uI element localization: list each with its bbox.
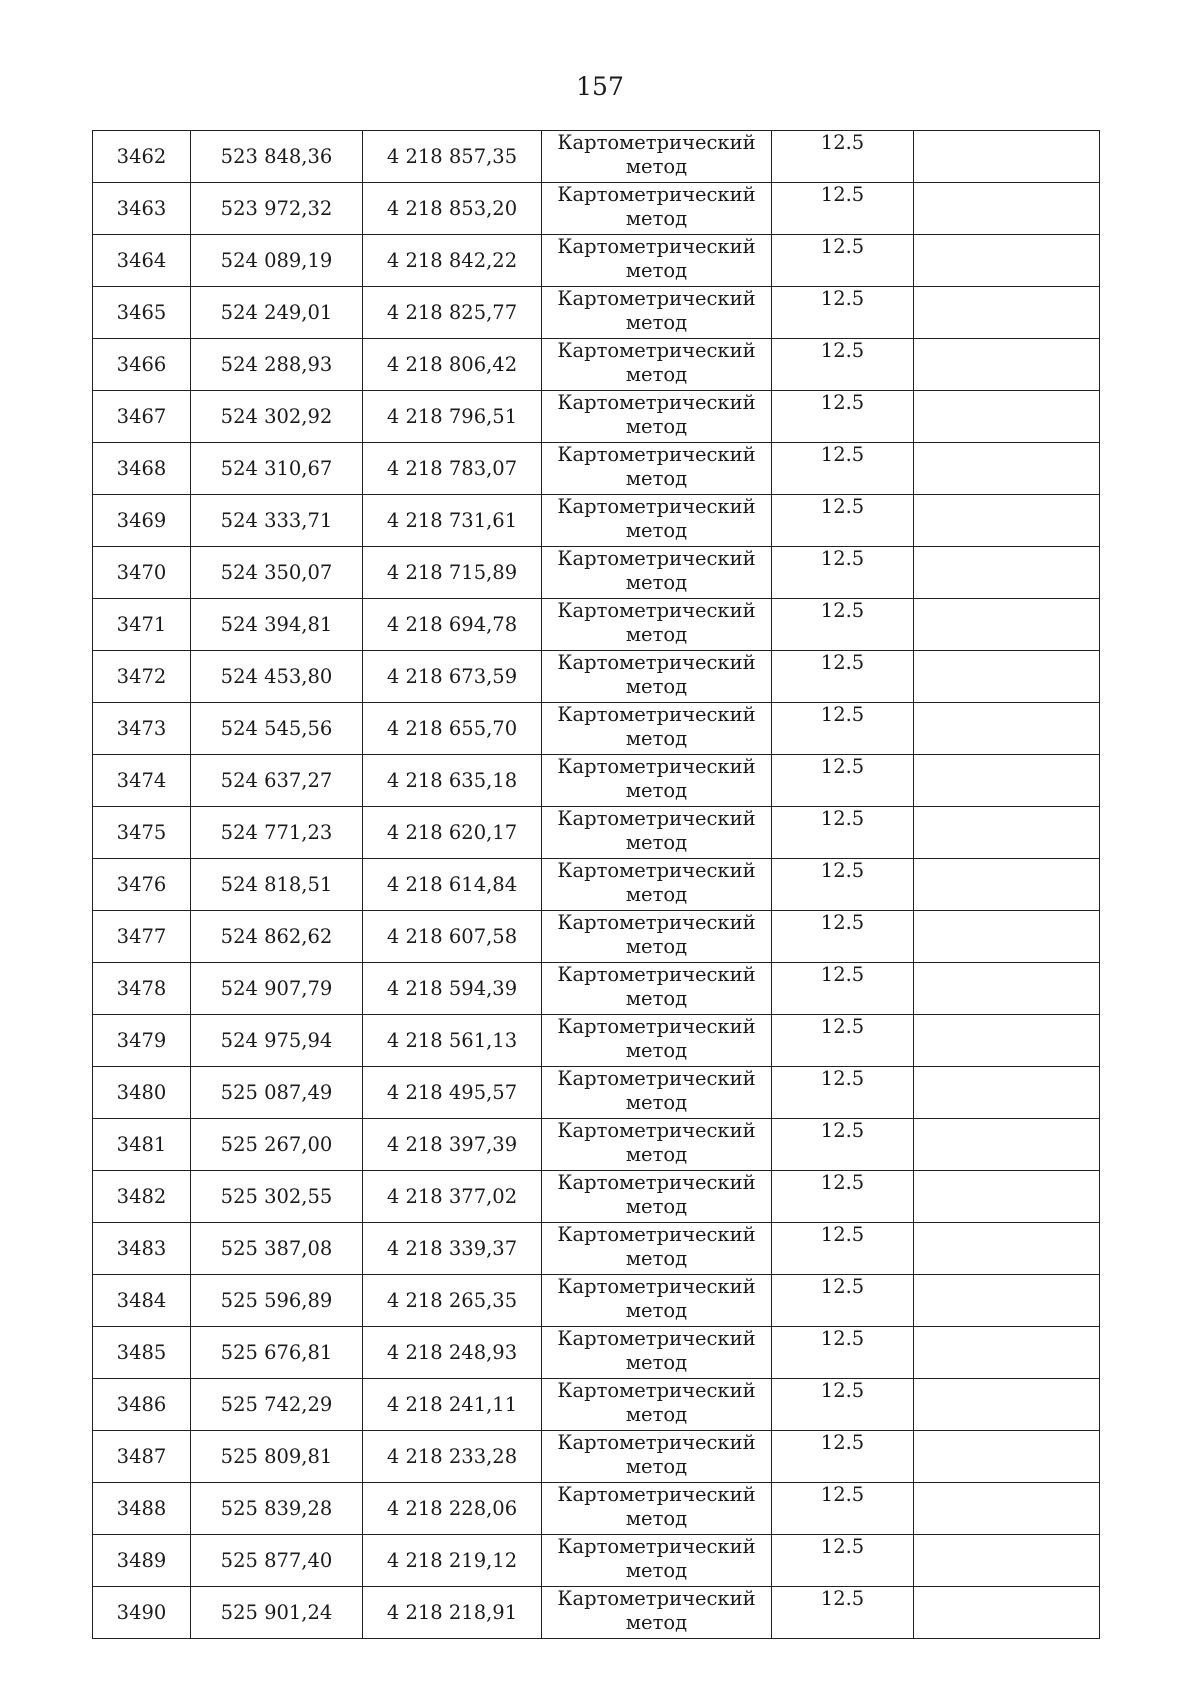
accuracy-cell: 12.5 bbox=[772, 1171, 914, 1223]
method-cell bbox=[542, 807, 772, 859]
method-line-2: метод bbox=[625, 831, 688, 854]
method-line-1: Картометрический bbox=[557, 1015, 756, 1038]
accuracy-cell: 12.5 bbox=[772, 703, 914, 755]
method-line-2: метод bbox=[625, 1403, 688, 1426]
accuracy-cell: 12.5 bbox=[772, 1275, 914, 1327]
table-row bbox=[93, 1483, 1100, 1535]
y-coordinate-cell: 4 218 265,35 bbox=[363, 1275, 542, 1327]
point-number-cell: 3464 bbox=[93, 235, 191, 287]
y-coordinate-cell: 4 218 796,51 bbox=[363, 391, 542, 443]
note-cell bbox=[914, 1223, 1100, 1275]
note-cell bbox=[914, 1067, 1100, 1119]
y-coordinate-cell: 4 218 339,37 bbox=[363, 1223, 542, 1275]
table-row bbox=[93, 859, 1100, 911]
point-number-cell: 3479 bbox=[93, 1015, 191, 1067]
point-number-cell: 3469 bbox=[93, 495, 191, 547]
method-line-2: метод bbox=[625, 415, 688, 438]
method-line-1: Картометрический bbox=[557, 1067, 756, 1090]
accuracy-cell: 12.5 bbox=[772, 651, 914, 703]
accuracy-cell: 12.5 bbox=[772, 599, 914, 651]
y-coordinate-cell: 4 218 783,07 bbox=[363, 443, 542, 495]
point-number-cell: 3477 bbox=[93, 911, 191, 963]
method-cell bbox=[542, 963, 772, 1015]
method-cell bbox=[542, 1535, 772, 1587]
accuracy-cell: 12.5 bbox=[772, 1067, 914, 1119]
method-cell bbox=[542, 1171, 772, 1223]
point-number-cell: 3476 bbox=[93, 859, 191, 911]
x-coordinate-cell: 524 333,71 bbox=[191, 495, 363, 547]
x-coordinate-cell: 524 310,67 bbox=[191, 443, 363, 495]
note-cell bbox=[914, 131, 1100, 183]
point-number-cell: 3489 bbox=[93, 1535, 191, 1587]
method-line-2: метод bbox=[625, 1195, 688, 1218]
accuracy-cell: 12.5 bbox=[772, 1327, 914, 1379]
x-coordinate-cell: 525 387,08 bbox=[191, 1223, 363, 1275]
y-coordinate-cell: 4 218 241,11 bbox=[363, 1379, 542, 1431]
method-line-2: метод bbox=[625, 1299, 688, 1322]
method-cell bbox=[542, 911, 772, 963]
method-line-1: Картометрический bbox=[557, 495, 756, 518]
method-line-2: метод bbox=[625, 1247, 688, 1270]
point-number-cell: 3483 bbox=[93, 1223, 191, 1275]
method-cell bbox=[542, 1379, 772, 1431]
method-line-1: Картометрический bbox=[557, 755, 756, 778]
x-coordinate-cell: 525 809,81 bbox=[191, 1431, 363, 1483]
method-line-1: Картометрический bbox=[557, 963, 756, 986]
method-cell bbox=[542, 235, 772, 287]
method-cell bbox=[542, 755, 772, 807]
y-coordinate-cell: 4 218 857,35 bbox=[363, 131, 542, 183]
accuracy-cell: 12.5 bbox=[772, 495, 914, 547]
note-cell bbox=[914, 443, 1100, 495]
note-cell bbox=[914, 859, 1100, 911]
method-line-1: Картометрический bbox=[557, 183, 756, 206]
x-coordinate-cell: 523 848,36 bbox=[191, 131, 363, 183]
accuracy-cell: 12.5 bbox=[772, 1431, 914, 1483]
method-cell bbox=[542, 859, 772, 911]
method-line-2: метод bbox=[625, 675, 688, 698]
point-number-cell: 3472 bbox=[93, 651, 191, 703]
accuracy-cell: 12.5 bbox=[772, 235, 914, 287]
x-coordinate-cell: 525 901,24 bbox=[191, 1587, 363, 1639]
point-number-cell: 3488 bbox=[93, 1483, 191, 1535]
method-cell bbox=[542, 391, 772, 443]
method-line-2: метод bbox=[625, 779, 688, 802]
method-line-2: метод bbox=[625, 883, 688, 906]
accuracy-cell: 12.5 bbox=[772, 963, 914, 1015]
table-row bbox=[93, 755, 1100, 807]
table-row bbox=[93, 183, 1100, 235]
point-number-cell: 3486 bbox=[93, 1379, 191, 1431]
method-line-1: Картометрический bbox=[557, 1275, 756, 1298]
method-cell bbox=[542, 1015, 772, 1067]
method-cell bbox=[542, 651, 772, 703]
point-number-cell: 3463 bbox=[93, 183, 191, 235]
method-line-1: Картометрический bbox=[557, 1587, 756, 1610]
y-coordinate-cell: 4 218 228,06 bbox=[363, 1483, 542, 1535]
note-cell bbox=[914, 391, 1100, 443]
note-cell bbox=[914, 183, 1100, 235]
table-row bbox=[93, 443, 1100, 495]
method-line-1: Картометрический bbox=[557, 1223, 756, 1246]
accuracy-cell: 12.5 bbox=[772, 287, 914, 339]
method-line-2: метод bbox=[625, 1039, 688, 1062]
method-cell bbox=[542, 1119, 772, 1171]
accuracy-cell: 12.5 bbox=[772, 339, 914, 391]
table-row bbox=[93, 1431, 1100, 1483]
note-cell bbox=[914, 1431, 1100, 1483]
point-number-cell: 3473 bbox=[93, 703, 191, 755]
accuracy-cell: 12.5 bbox=[772, 1223, 914, 1275]
method-line-1: Картометрический bbox=[557, 1171, 756, 1194]
y-coordinate-cell: 4 218 495,57 bbox=[363, 1067, 542, 1119]
method-cell bbox=[542, 1431, 772, 1483]
table-row bbox=[93, 131, 1100, 183]
note-cell bbox=[914, 963, 1100, 1015]
y-coordinate-cell: 4 218 614,84 bbox=[363, 859, 542, 911]
method-line-2: метод bbox=[625, 519, 688, 542]
note-cell bbox=[914, 495, 1100, 547]
table-row bbox=[93, 1327, 1100, 1379]
note-cell bbox=[914, 339, 1100, 391]
point-number-cell: 3487 bbox=[93, 1431, 191, 1483]
note-cell bbox=[914, 1483, 1100, 1535]
method-cell bbox=[542, 1275, 772, 1327]
method-line-2: метод bbox=[625, 623, 688, 646]
x-coordinate-cell: 525 877,40 bbox=[191, 1535, 363, 1587]
point-number-cell: 3466 bbox=[93, 339, 191, 391]
x-coordinate-cell: 524 288,93 bbox=[191, 339, 363, 391]
table-row bbox=[93, 391, 1100, 443]
note-cell bbox=[914, 1587, 1100, 1639]
point-number-cell: 3471 bbox=[93, 599, 191, 651]
accuracy-cell: 12.5 bbox=[772, 1587, 914, 1639]
table-row bbox=[93, 547, 1100, 599]
method-line-2: метод bbox=[625, 259, 688, 282]
note-cell bbox=[914, 755, 1100, 807]
method-line-1: Картометрический bbox=[557, 131, 756, 154]
accuracy-cell: 12.5 bbox=[772, 391, 914, 443]
method-cell bbox=[542, 1483, 772, 1535]
method-cell bbox=[542, 1327, 772, 1379]
method-cell bbox=[542, 287, 772, 339]
coordinates-table-body bbox=[93, 131, 1100, 1639]
y-coordinate-cell: 4 218 397,39 bbox=[363, 1119, 542, 1171]
method-line-1: Картометрический bbox=[557, 547, 756, 570]
y-coordinate-cell: 4 218 233,28 bbox=[363, 1431, 542, 1483]
x-coordinate-cell: 524 637,27 bbox=[191, 755, 363, 807]
x-coordinate-cell: 525 596,89 bbox=[191, 1275, 363, 1327]
x-coordinate-cell: 524 975,94 bbox=[191, 1015, 363, 1067]
x-coordinate-cell: 524 249,01 bbox=[191, 287, 363, 339]
accuracy-cell: 12.5 bbox=[772, 859, 914, 911]
method-cell bbox=[542, 547, 772, 599]
method-line-1: Картометрический bbox=[557, 339, 756, 362]
method-line-1: Картометрический bbox=[557, 859, 756, 882]
method-line-1: Картометрический bbox=[557, 443, 756, 466]
x-coordinate-cell: 525 267,00 bbox=[191, 1119, 363, 1171]
method-line-1: Картометрический bbox=[557, 391, 756, 414]
point-number-cell: 3481 bbox=[93, 1119, 191, 1171]
y-coordinate-cell: 4 218 561,13 bbox=[363, 1015, 542, 1067]
y-coordinate-cell: 4 218 248,93 bbox=[363, 1327, 542, 1379]
y-coordinate-cell: 4 218 825,77 bbox=[363, 287, 542, 339]
point-number-cell: 3484 bbox=[93, 1275, 191, 1327]
y-coordinate-cell: 4 218 607,58 bbox=[363, 911, 542, 963]
point-number-cell: 3482 bbox=[93, 1171, 191, 1223]
y-coordinate-cell: 4 218 594,39 bbox=[363, 963, 542, 1015]
table-row bbox=[93, 1171, 1100, 1223]
y-coordinate-cell: 4 218 377,02 bbox=[363, 1171, 542, 1223]
method-line-2: метод bbox=[625, 727, 688, 750]
y-coordinate-cell: 4 218 673,59 bbox=[363, 651, 542, 703]
method-line-2: метод bbox=[625, 571, 688, 594]
accuracy-cell: 12.5 bbox=[772, 1379, 914, 1431]
point-number-cell: 3470 bbox=[93, 547, 191, 599]
x-coordinate-cell: 524 302,92 bbox=[191, 391, 363, 443]
method-line-1: Картометрический bbox=[557, 911, 756, 934]
y-coordinate-cell: 4 218 853,20 bbox=[363, 183, 542, 235]
method-line-2: метод bbox=[625, 987, 688, 1010]
table-row bbox=[93, 1587, 1100, 1639]
y-coordinate-cell: 4 218 806,42 bbox=[363, 339, 542, 391]
table-row bbox=[93, 1015, 1100, 1067]
point-number-cell: 3462 bbox=[93, 131, 191, 183]
accuracy-cell: 12.5 bbox=[772, 547, 914, 599]
note-cell bbox=[914, 1535, 1100, 1587]
method-line-2: метод bbox=[625, 1143, 688, 1166]
x-coordinate-cell: 523 972,32 bbox=[191, 183, 363, 235]
method-line-1: Картометрический bbox=[557, 1379, 756, 1402]
point-number-cell: 3478 bbox=[93, 963, 191, 1015]
y-coordinate-cell: 4 218 694,78 bbox=[363, 599, 542, 651]
method-cell bbox=[542, 1587, 772, 1639]
page-number: 157 bbox=[576, 72, 624, 101]
method-line-2: метод bbox=[625, 363, 688, 386]
note-cell bbox=[914, 287, 1100, 339]
y-coordinate-cell: 4 218 219,12 bbox=[363, 1535, 542, 1587]
x-coordinate-cell: 524 771,23 bbox=[191, 807, 363, 859]
x-coordinate-cell: 525 087,49 bbox=[191, 1067, 363, 1119]
note-cell bbox=[914, 1275, 1100, 1327]
method-cell bbox=[542, 1067, 772, 1119]
table-row bbox=[93, 807, 1100, 859]
method-cell bbox=[542, 443, 772, 495]
x-coordinate-cell: 524 350,07 bbox=[191, 547, 363, 599]
x-coordinate-cell: 525 302,55 bbox=[191, 1171, 363, 1223]
method-line-2: метод bbox=[625, 311, 688, 334]
table-row bbox=[93, 287, 1100, 339]
y-coordinate-cell: 4 218 620,17 bbox=[363, 807, 542, 859]
note-cell bbox=[914, 911, 1100, 963]
method-line-2: метод bbox=[625, 1091, 688, 1114]
table-row bbox=[93, 495, 1100, 547]
accuracy-cell: 12.5 bbox=[772, 183, 914, 235]
point-number-cell: 3490 bbox=[93, 1587, 191, 1639]
note-cell bbox=[914, 1119, 1100, 1171]
y-coordinate-cell: 4 218 731,61 bbox=[363, 495, 542, 547]
accuracy-cell: 12.5 bbox=[772, 911, 914, 963]
method-cell bbox=[542, 339, 772, 391]
table-row bbox=[93, 599, 1100, 651]
method-line-2: метод bbox=[625, 1351, 688, 1374]
x-coordinate-cell: 524 089,19 bbox=[191, 235, 363, 287]
accuracy-cell: 12.5 bbox=[772, 1015, 914, 1067]
method-line-2: метод bbox=[625, 1611, 688, 1634]
accuracy-cell: 12.5 bbox=[772, 755, 914, 807]
table-row bbox=[93, 1067, 1100, 1119]
note-cell bbox=[914, 807, 1100, 859]
table-row bbox=[93, 911, 1100, 963]
method-line-1: Картометрический bbox=[557, 287, 756, 310]
x-coordinate-cell: 524 394,81 bbox=[191, 599, 363, 651]
x-coordinate-cell: 524 862,62 bbox=[191, 911, 363, 963]
point-number-cell: 3468 bbox=[93, 443, 191, 495]
method-cell bbox=[542, 599, 772, 651]
accuracy-cell: 12.5 bbox=[772, 1535, 914, 1587]
x-coordinate-cell: 525 676,81 bbox=[191, 1327, 363, 1379]
table-row bbox=[93, 651, 1100, 703]
note-cell bbox=[914, 235, 1100, 287]
x-coordinate-cell: 525 742,29 bbox=[191, 1379, 363, 1431]
table-row bbox=[93, 339, 1100, 391]
x-coordinate-cell: 524 453,80 bbox=[191, 651, 363, 703]
note-cell bbox=[914, 547, 1100, 599]
method-cell bbox=[542, 495, 772, 547]
table-row bbox=[93, 1223, 1100, 1275]
method-line-2: метод bbox=[625, 1455, 688, 1478]
method-line-2: метод bbox=[625, 1559, 688, 1582]
method-line-1: Картометрический bbox=[557, 235, 756, 258]
y-coordinate-cell: 4 218 218,91 bbox=[363, 1587, 542, 1639]
note-cell bbox=[914, 703, 1100, 755]
method-line-2: метод bbox=[625, 467, 688, 490]
method-line-2: метод bbox=[625, 155, 688, 178]
note-cell bbox=[914, 599, 1100, 651]
x-coordinate-cell: 524 907,79 bbox=[191, 963, 363, 1015]
method-line-1: Картометрический bbox=[557, 651, 756, 674]
table-row bbox=[93, 235, 1100, 287]
table-row bbox=[93, 1119, 1100, 1171]
table-row bbox=[93, 1275, 1100, 1327]
method-cell bbox=[542, 1223, 772, 1275]
method-cell bbox=[542, 131, 772, 183]
note-cell bbox=[914, 1015, 1100, 1067]
point-number-cell: 3480 bbox=[93, 1067, 191, 1119]
accuracy-cell: 12.5 bbox=[772, 807, 914, 859]
method-line-1: Картометрический bbox=[557, 599, 756, 622]
accuracy-cell: 12.5 bbox=[772, 1119, 914, 1171]
note-cell bbox=[914, 1171, 1100, 1223]
method-line-1: Картометрический bbox=[557, 1483, 756, 1506]
y-coordinate-cell: 4 218 715,89 bbox=[363, 547, 542, 599]
note-cell bbox=[914, 1379, 1100, 1431]
method-line-1: Картометрический bbox=[557, 807, 756, 830]
point-number-cell: 3465 bbox=[93, 287, 191, 339]
table-row bbox=[93, 963, 1100, 1015]
method-line-1: Картометрический bbox=[557, 1535, 756, 1558]
accuracy-cell: 12.5 bbox=[772, 443, 914, 495]
table-row bbox=[93, 1535, 1100, 1587]
accuracy-cell: 12.5 bbox=[772, 1483, 914, 1535]
x-coordinate-cell: 524 545,56 bbox=[191, 703, 363, 755]
method-cell bbox=[542, 183, 772, 235]
method-line-2: метод bbox=[625, 1507, 688, 1530]
method-line-1: Картометрический bbox=[557, 1119, 756, 1142]
point-number-cell: 3467 bbox=[93, 391, 191, 443]
method-line-2: метод bbox=[625, 207, 688, 230]
method-line-1: Картометрический bbox=[557, 703, 756, 726]
point-number-cell: 3485 bbox=[93, 1327, 191, 1379]
y-coordinate-cell: 4 218 842,22 bbox=[363, 235, 542, 287]
table-row bbox=[93, 1379, 1100, 1431]
table-row bbox=[93, 703, 1100, 755]
method-line-1: Картометрический bbox=[557, 1431, 756, 1454]
coordinates-table bbox=[92, 130, 1100, 1639]
x-coordinate-cell: 525 839,28 bbox=[191, 1483, 363, 1535]
x-coordinate-cell: 524 818,51 bbox=[191, 859, 363, 911]
method-line-1: Картометрический bbox=[557, 1327, 756, 1350]
point-number-cell: 3475 bbox=[93, 807, 191, 859]
accuracy-cell: 12.5 bbox=[772, 131, 914, 183]
y-coordinate-cell: 4 218 655,70 bbox=[363, 703, 542, 755]
note-cell bbox=[914, 1327, 1100, 1379]
note-cell bbox=[914, 651, 1100, 703]
point-number-cell: 3474 bbox=[93, 755, 191, 807]
y-coordinate-cell: 4 218 635,18 bbox=[363, 755, 542, 807]
method-line-2: метод bbox=[625, 935, 688, 958]
method-cell bbox=[542, 703, 772, 755]
